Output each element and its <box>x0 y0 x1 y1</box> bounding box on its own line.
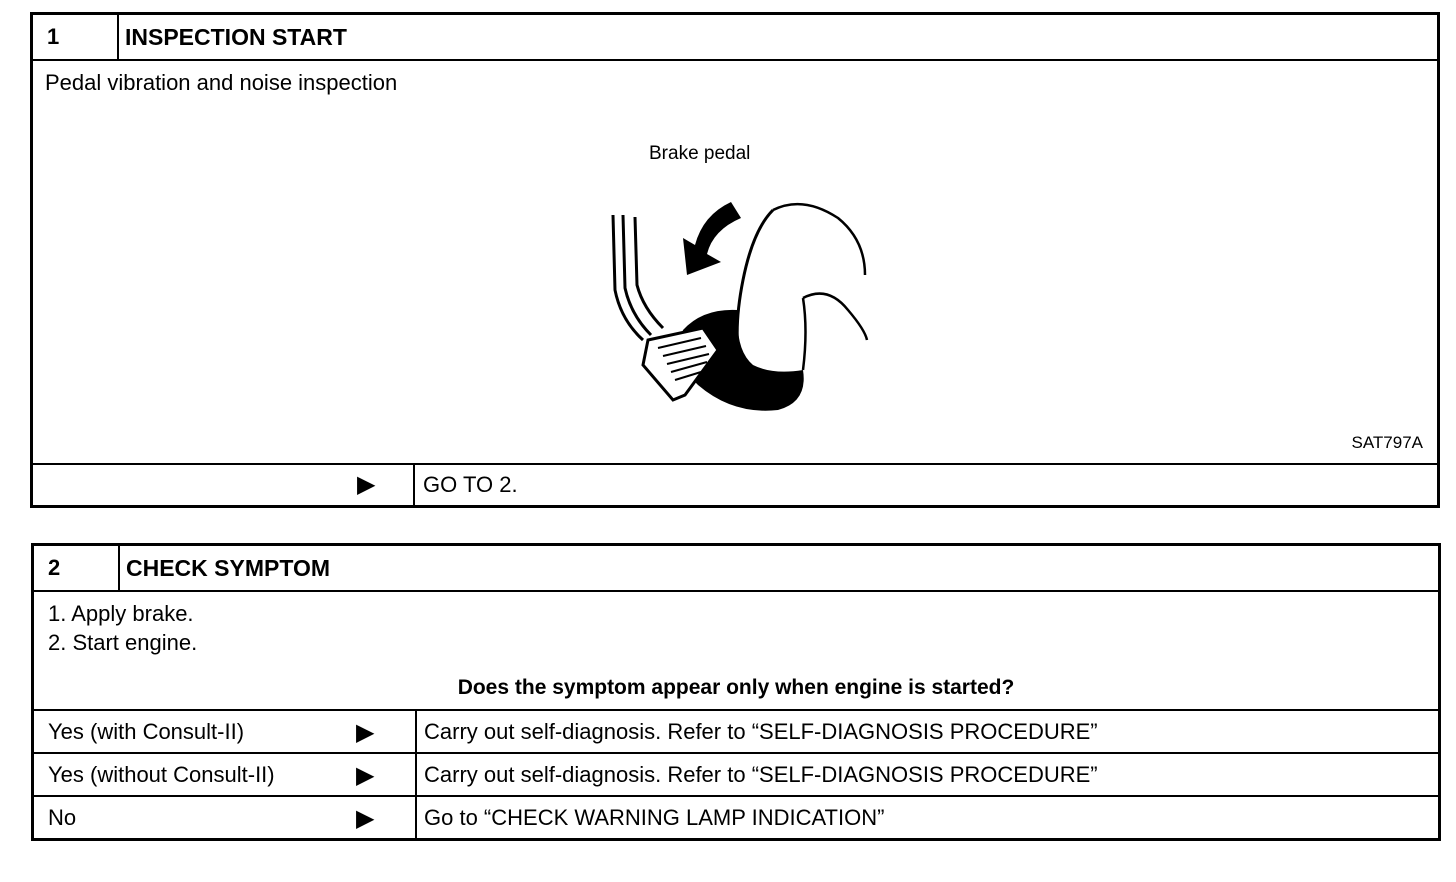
arrow-icon: ▶ <box>356 762 375 789</box>
step-number: 1 <box>33 15 119 59</box>
outcome-row <box>34 752 1438 797</box>
step-title: INSPECTION START <box>125 24 347 50</box>
step-description: Pedal vibration and noise inspection <box>45 70 398 95</box>
outcome-row <box>34 795 1438 840</box>
step-2-header <box>34 546 1438 592</box>
outcome-condition: Yes (without Consult-II) <box>48 762 275 787</box>
arrow-icon: ▶ <box>356 719 375 746</box>
outcome-action: Go to “CHECK WARNING LAMP INDICATION” <box>424 805 885 830</box>
step-number: 2 <box>34 546 120 590</box>
question: Does the symptom appear only when engine is started? <box>457 676 1015 699</box>
step-2-block <box>31 543 1441 841</box>
brake-pedal-foot-illustration <box>603 190 893 415</box>
outcome-row <box>34 709 1438 754</box>
result-row <box>33 463 1437 507</box>
step-title: CHECK SYMPTOM <box>126 555 331 581</box>
arrow-icon: ▶ <box>357 471 376 498</box>
column-divider <box>415 711 417 754</box>
step-1-block <box>30 12 1440 508</box>
result-action: GO TO 2. <box>423 472 518 497</box>
outcome-action: Carry out self-diagnosis. Refer to “SELF-DIAGNOSIS PROCEDURE” <box>424 762 1098 787</box>
instruction-1: 1. Apply brake. <box>48 601 194 626</box>
column-divider <box>413 465 415 507</box>
column-divider <box>415 754 417 797</box>
arrow-icon: ▶ <box>356 805 375 832</box>
outcome-condition: Yes (with Consult-II) <box>48 719 245 744</box>
column-divider <box>415 797 417 840</box>
outcome-condition: No <box>48 805 77 830</box>
step-1-header <box>33 15 1437 61</box>
outcome-action: Carry out self-diagnosis. Refer to “SELF-DIAGNOSIS PROCEDURE” <box>424 719 1098 744</box>
figure-label: Brake pedal <box>649 143 751 164</box>
figure-code: SAT797A <box>1351 433 1423 452</box>
instruction-2: 2. Start engine. <box>48 630 198 655</box>
